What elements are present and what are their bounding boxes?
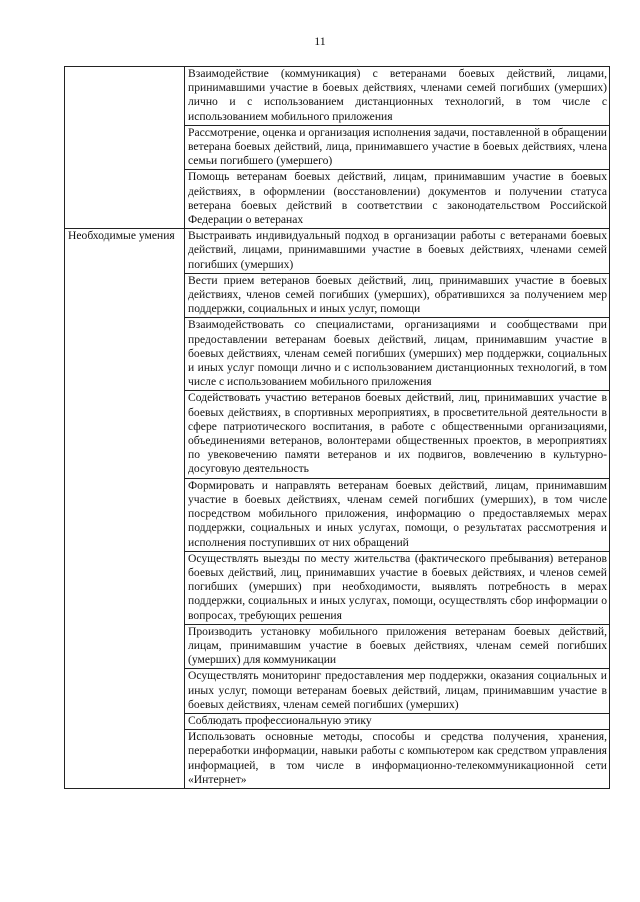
skills-label-cell: Необходимые умения [65, 229, 185, 789]
table-cell: Взаимодействие (коммуникация) с ветеранами боевых действий, лицами, принимавшими участие в боевых действиях, членами семей погибших (умерших) лично и с использованием дистанционных технологий, в том числе с использованием мобильного приложения [185, 67, 610, 126]
table-cell: Соблюдать профессиональную этику [185, 713, 610, 729]
table-cell: Осуществлять выезды по месту жительства (фактического пребывания) ветеранов боевых действий, лиц, принимавших участие в боевых действиях, и членов семей погибших (умерших) при необходимости, выявлять потребность в мерах поддержки, социальных и иных услугах, помощи, осуществлять сбор информации о вопросах, требующих решения [185, 551, 610, 624]
table-cell: Использовать основные методы, способы и средства получения, хранения, переработки информации, навыки работы с компьютером как средством управления информацией, в том числе в информационно-телекоммуникационной сети «Интернет» [185, 730, 610, 789]
table-cell: Вести прием ветеранов боевых действий, лиц, принимавших участие в боевых действиях, членов семей погибших (умерших), обратившихся за получением мер поддержки, социальных и иных услуг, помощи [185, 273, 610, 318]
continued-label-cell [65, 67, 185, 229]
table-cell: Производить установку мобильного приложения ветеранам боевых действий, лицам, принимавшим участие в боевых действиях, членам семей погибших (умерших) для коммуникации [185, 624, 610, 669]
table-cell: Рассмотрение, оценка и организация исполнения задачи, поставленной в обращении ветерана боевых действий, лица, принимавшего участие в боевых действиях, члена семьи погибшего (умершего) [185, 125, 610, 170]
table-row [65, 67, 610, 126]
table-cell: Выстраивать индивидуальный подход в организации работы с ветеранами боевых действий, лицами, принимавшими участие в боевых действиях, членами семей погибших (умерших) [185, 229, 610, 274]
table-cell: Осуществлять мониторинг предоставления мер поддержки, оказания социальных и иных услуг, помощи ветеранам боевых действий, лицам, принимавшим участие в боевых действиях, членам семей погибших (умерших) [185, 669, 610, 714]
table-cell: Формировать и направлять ветеранам боевых действий, лицам, принимавшим участие в боевых действиях, членам семей погибших (умерших), в том числе посредством мобильного приложения, информацию о предоставляемых мерах поддержки, социальных и иных услугах, помощи, о результатах рассмотрения и исполнения поступивших от них обращений [185, 478, 610, 551]
table-body [65, 67, 610, 789]
table-row [65, 229, 610, 274]
page-number: 11 [314, 34, 326, 48]
table-cell: Помощь ветеранам боевых действий, лицам, принимавшим участие в боевых действиях, в оформлении (восстановлении) документов и получении статуса ветерана боевых действий в соответствии с законодательством Российской Федерации о ветеранах [185, 170, 610, 229]
table-cell: Взаимодействовать со специалистами, организациями и сообществами при предоставлении ветеранам боевых действий, лицам, принимавшим участие в боевых действиях, членам семей погибших (умерших) мер поддержки, социальных и иных услуг помощи лично и с использованием дистанционных технологий, в том числе с использованием мобильного приложения [185, 318, 610, 391]
table-cell: Содействовать участию ветеранов боевых действий, лиц, принимавших участие в боевых действиях, в спортивных мероприятиях, в просветительной деятельности в сфере патриотического воспитания, в работе с общественными организациями, объединениями ветеранов, волонтерами общественных проектов, в мероприятиях по увековечению памяти ветеранов и их подвигов, вовлечению в культурно-досуговую деятельность [185, 391, 610, 478]
requirements-table [64, 66, 610, 789]
